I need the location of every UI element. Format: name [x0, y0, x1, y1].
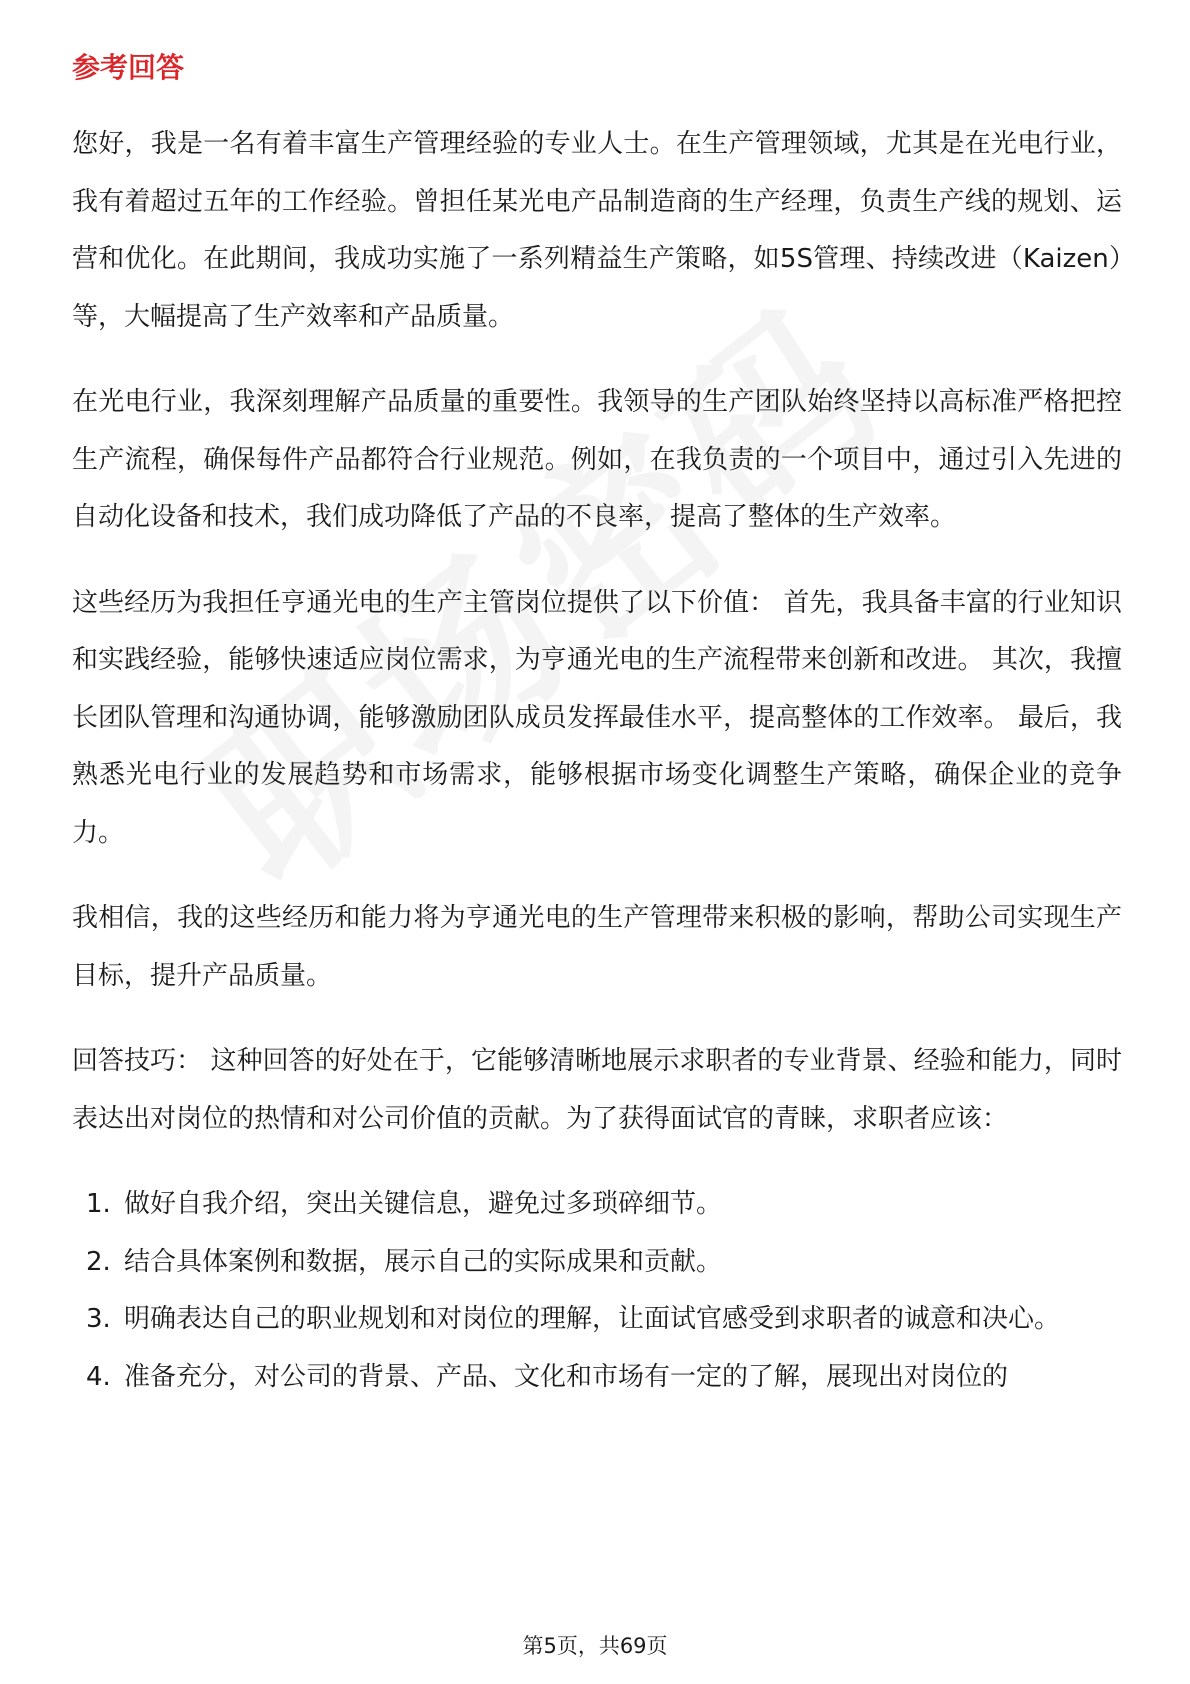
list-number: 1.	[86, 1189, 111, 1219]
list-item	[72, 1291, 1122, 1349]
paragraph-intro: 您好，我是一名有着丰富生产管理经验的专业人士。在生产管理领域，尤其是在光电行业，我有着超过五年的工作经验。曾担任某光电产品制造商的生产经理，负责生产线的规划、运营和优化。在此期间，我成功实施了一系列精益生产策略，如5S管理、持续改进（Kaizen）等，大幅提高了生产效率和产品质量。	[72, 129, 1122, 332]
list-item	[72, 1176, 1122, 1234]
list-number: 2.	[86, 1246, 111, 1277]
paragraph-value: 这些经历为我担任亨通光电的生产主管岗位提供了以下价值： 首先，我具备丰富的行业知识和实践经验，能够快速适应岗位需求，为亨通光电的生产流程带来创新和改进。 其次，我擅长团队管理和沟通协调，能够激励团队成员发挥最佳水平，提高整体的工作效率。 最后，我熟悉光电行业的发展趋势和市场需求，能够根据市场变化调整生产策略，确保企业的竞争力。	[72, 587, 1122, 848]
list-text: 结合具体案例和数据，展示自己的实际成果和贡献。	[124, 1246, 723, 1277]
page-number: 第5页，共69页	[522, 1634, 668, 1658]
list-text: 明确表达自己的职业规划和对岗位的理解，让面试官感受到求职者的诚意和决心。	[124, 1304, 1061, 1334]
list-item	[72, 1349, 1122, 1407]
document-body	[72, 48, 1122, 1406]
list-number: 4.	[86, 1361, 111, 1392]
tips-list	[72, 1176, 1122, 1406]
list-number: 3.	[86, 1304, 111, 1334]
list-item	[72, 1234, 1122, 1292]
paragraph-tips-intro: 回答技巧： 这种回答的好处在于，它能够清晰地展示求职者的专业背景、经验和能力，同时表达出对岗位的热情和对公司价值的贡献。为了获得面试官的青睐，求职者应该：	[72, 1046, 1122, 1134]
section-title: 参考回答	[72, 51, 185, 84]
paragraph-quality: 在光电行业，我深刻理解产品质量的重要性。我领导的生产团队始终坚持以高标准严格把控生产流程，确保每件产品都符合行业规范。例如，在我负责的一个项目中，通过引入先进的自动化设备和技术，我们成功降低了产品的不良率，提高了整体的生产效率。	[72, 387, 1122, 532]
list-text: 准备充分，对公司的背景、产品、文化和市场有一定的了解，展现出对岗位的	[124, 1361, 1009, 1392]
paragraph-conclusion: 我相信，我的这些经历和能力将为亨通光电的生产管理带来积极的影响，帮助公司实现生产目标，提升产品质量。	[72, 903, 1122, 991]
list-text: 做好自我介绍，突出关键信息，避免过多琐碎细节。	[124, 1189, 723, 1219]
